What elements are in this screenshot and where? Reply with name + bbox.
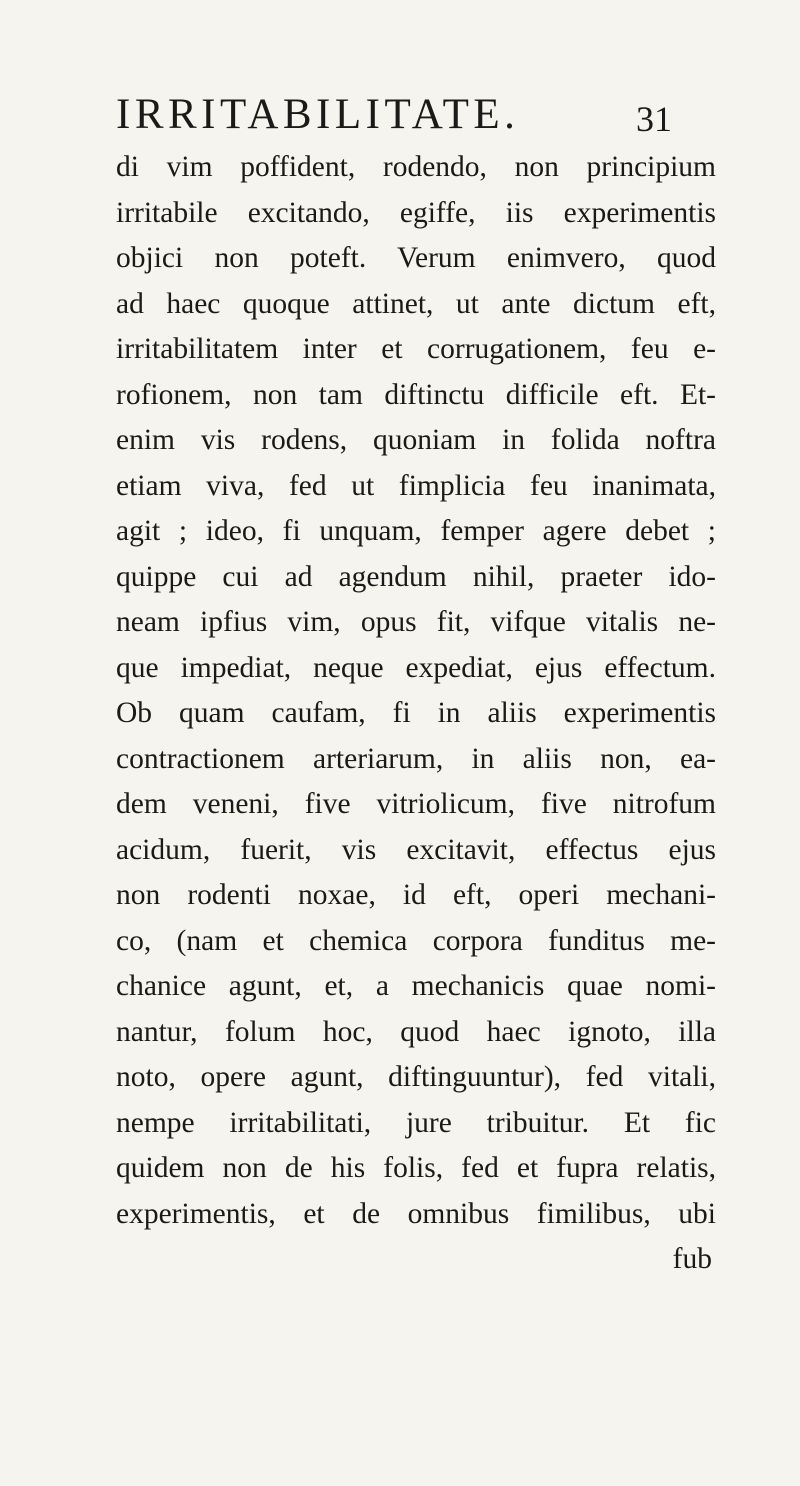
text-line: rofionem, non tam diftinctu difficile eft. Et- bbox=[116, 378, 716, 411]
page-number: 31 bbox=[636, 99, 672, 139]
catchword: fub bbox=[672, 1243, 712, 1275]
text-line: co, (nam et chemica corpora funditus me- bbox=[116, 924, 716, 957]
text-line: ad haec quoque attinet, ut ante dictum eft, bbox=[116, 287, 716, 320]
text-line: quippe cui ad agendum nihil, praeter ido- bbox=[116, 560, 716, 593]
running-title: IRRITABILITATE. bbox=[116, 91, 520, 138]
text-line: nantur, folum hoc, quod haec ignoto, illa bbox=[116, 1015, 716, 1048]
text-line: experimentis, et de omnibus fimilibus, ubi bbox=[116, 1197, 716, 1230]
text-line: contractionem arteriarum, in aliis non, ea- bbox=[116, 742, 716, 775]
text-line: dem veneni, five vitriolicum, five nitrofum bbox=[116, 788, 716, 820]
text-line: chanice agunt, et, a mechanicis quae nomi- bbox=[116, 970, 716, 1002]
text-line: Ob quam caufam, fi in aliis experimentis bbox=[116, 697, 716, 729]
text-line: noto, opere agunt, diftinguuntur), fed vitali, bbox=[116, 1061, 716, 1093]
text-line: agit ; ideo, fi unquam, femper agere debet ; bbox=[116, 515, 716, 547]
body-text bbox=[116, 145, 716, 1283]
text-line: di vim poffident, rodendo, non principium bbox=[116, 151, 716, 183]
text-line: non rodenti noxae, id eft, operi mechani- bbox=[116, 879, 716, 911]
text-line: acidum, fuerit, vis excitavit, effectus ejus bbox=[116, 833, 716, 866]
text-line: objici non poteft. Verum enimvero, quod bbox=[116, 242, 716, 274]
text-line: neam ipfius vim, opus fit, vifque vitalis ne- bbox=[116, 606, 716, 638]
text-line: enim vis rodens, quoniam in folida noftra bbox=[116, 424, 716, 456]
text-line: irritabilitatem inter et corrugationem, feu e- bbox=[116, 333, 716, 365]
text-line: irritabile excitando, egiffe, iis experimentis bbox=[116, 196, 716, 229]
text-line: quidem non de his folis, fed et fupra relatis, bbox=[116, 1152, 716, 1184]
text-line: nempe irritabilitati, jure tribuitur. Et fic bbox=[116, 1106, 716, 1139]
text-line: etiam viva, fed ut fimplicia feu inanimata, bbox=[116, 469, 716, 502]
text-line: que impediat, neque expediat, ejus effectum. bbox=[116, 651, 716, 684]
running-head bbox=[116, 90, 676, 140]
